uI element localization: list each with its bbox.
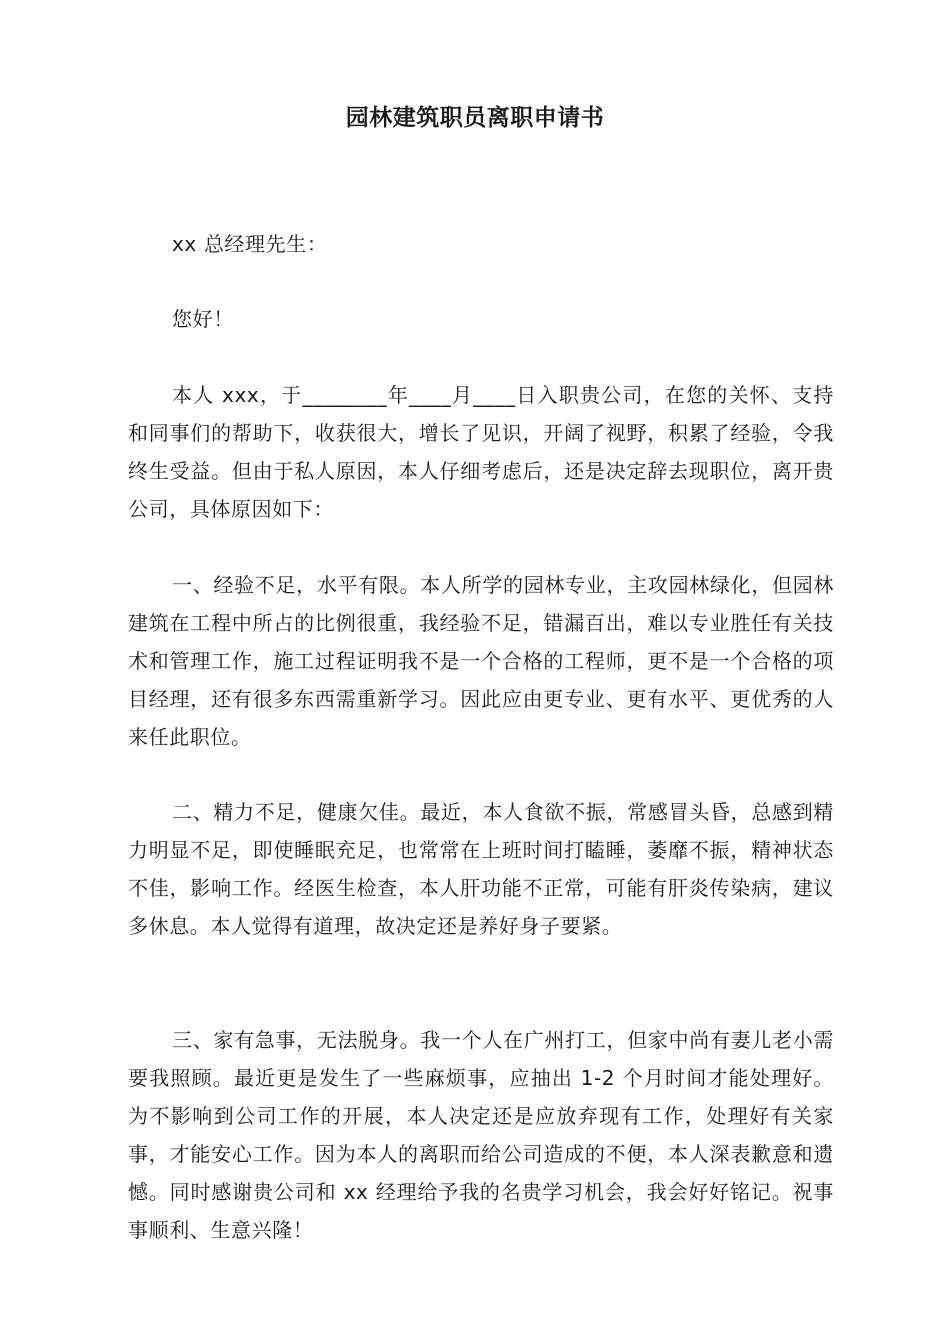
salutation: xx 总经理先生： bbox=[172, 232, 328, 256]
document-title: 园林建筑职员离职申请书 bbox=[345, 105, 605, 131]
paragraph-reason-3: 三、家有急事，无法脱身。我一个人在广州打工，但家中尚有妻儿老小需要我照顾。最近更是发生了一些麻烦事，应抽出 1-2 个月时间才能处理好。为不影响到公司工作的开展，本人决定还是应放弃现有工作，处理好有关家事，才能安心工作。因为本人的离职而给公司造成的不便，本人深表歉意和遗憾。同时感谢贵公司和 xx 经理给予我的名贵学习机会，我会好好铭记。祝事事顺利、生意兴隆！ bbox=[128, 1028, 834, 1242]
paragraph-intro: 本人 xxx，于________年____月____日入职贵公司，在您的关怀、支持和同事们的帮助下，收获很大，增长了见识，开阔了视野，积累了经验，令我终生受益。但由于私人原因，本人仔细考虑后，还是决定辞去现职位，离开贵公司，具体原因如下： bbox=[128, 383, 834, 521]
greeting: 您好！ bbox=[172, 307, 234, 331]
paragraph-reason-2: 二、精力不足，健康欠佳。最近，本人食欲不振，常感冒头昏，总感到精力明显不足，即使睡眠充足，也常常在上班时间打瞌睡，萎靡不振，精神状态不佳，影响工作。经医生检查，本人肝功能不正常，可能有肝炎传染病，建议多休息。本人觉得有道理，故决定还是养好身子要紧。 bbox=[128, 800, 834, 938]
paragraph-reason-1: 一、经验不足，水平有限。本人所学的园林专业，主攻园林绿化，但园林建筑在工程中所占的比例很重，我经验不足，错漏百出，难以专业胜任有关技术和管理工作，施工过程证明我不是一个合格的工程师，更不是一个合格的项目经理，还有很多东西需重新学习。因此应由更专业、更有水平、更优秀的人来任此职位。 bbox=[128, 573, 834, 749]
